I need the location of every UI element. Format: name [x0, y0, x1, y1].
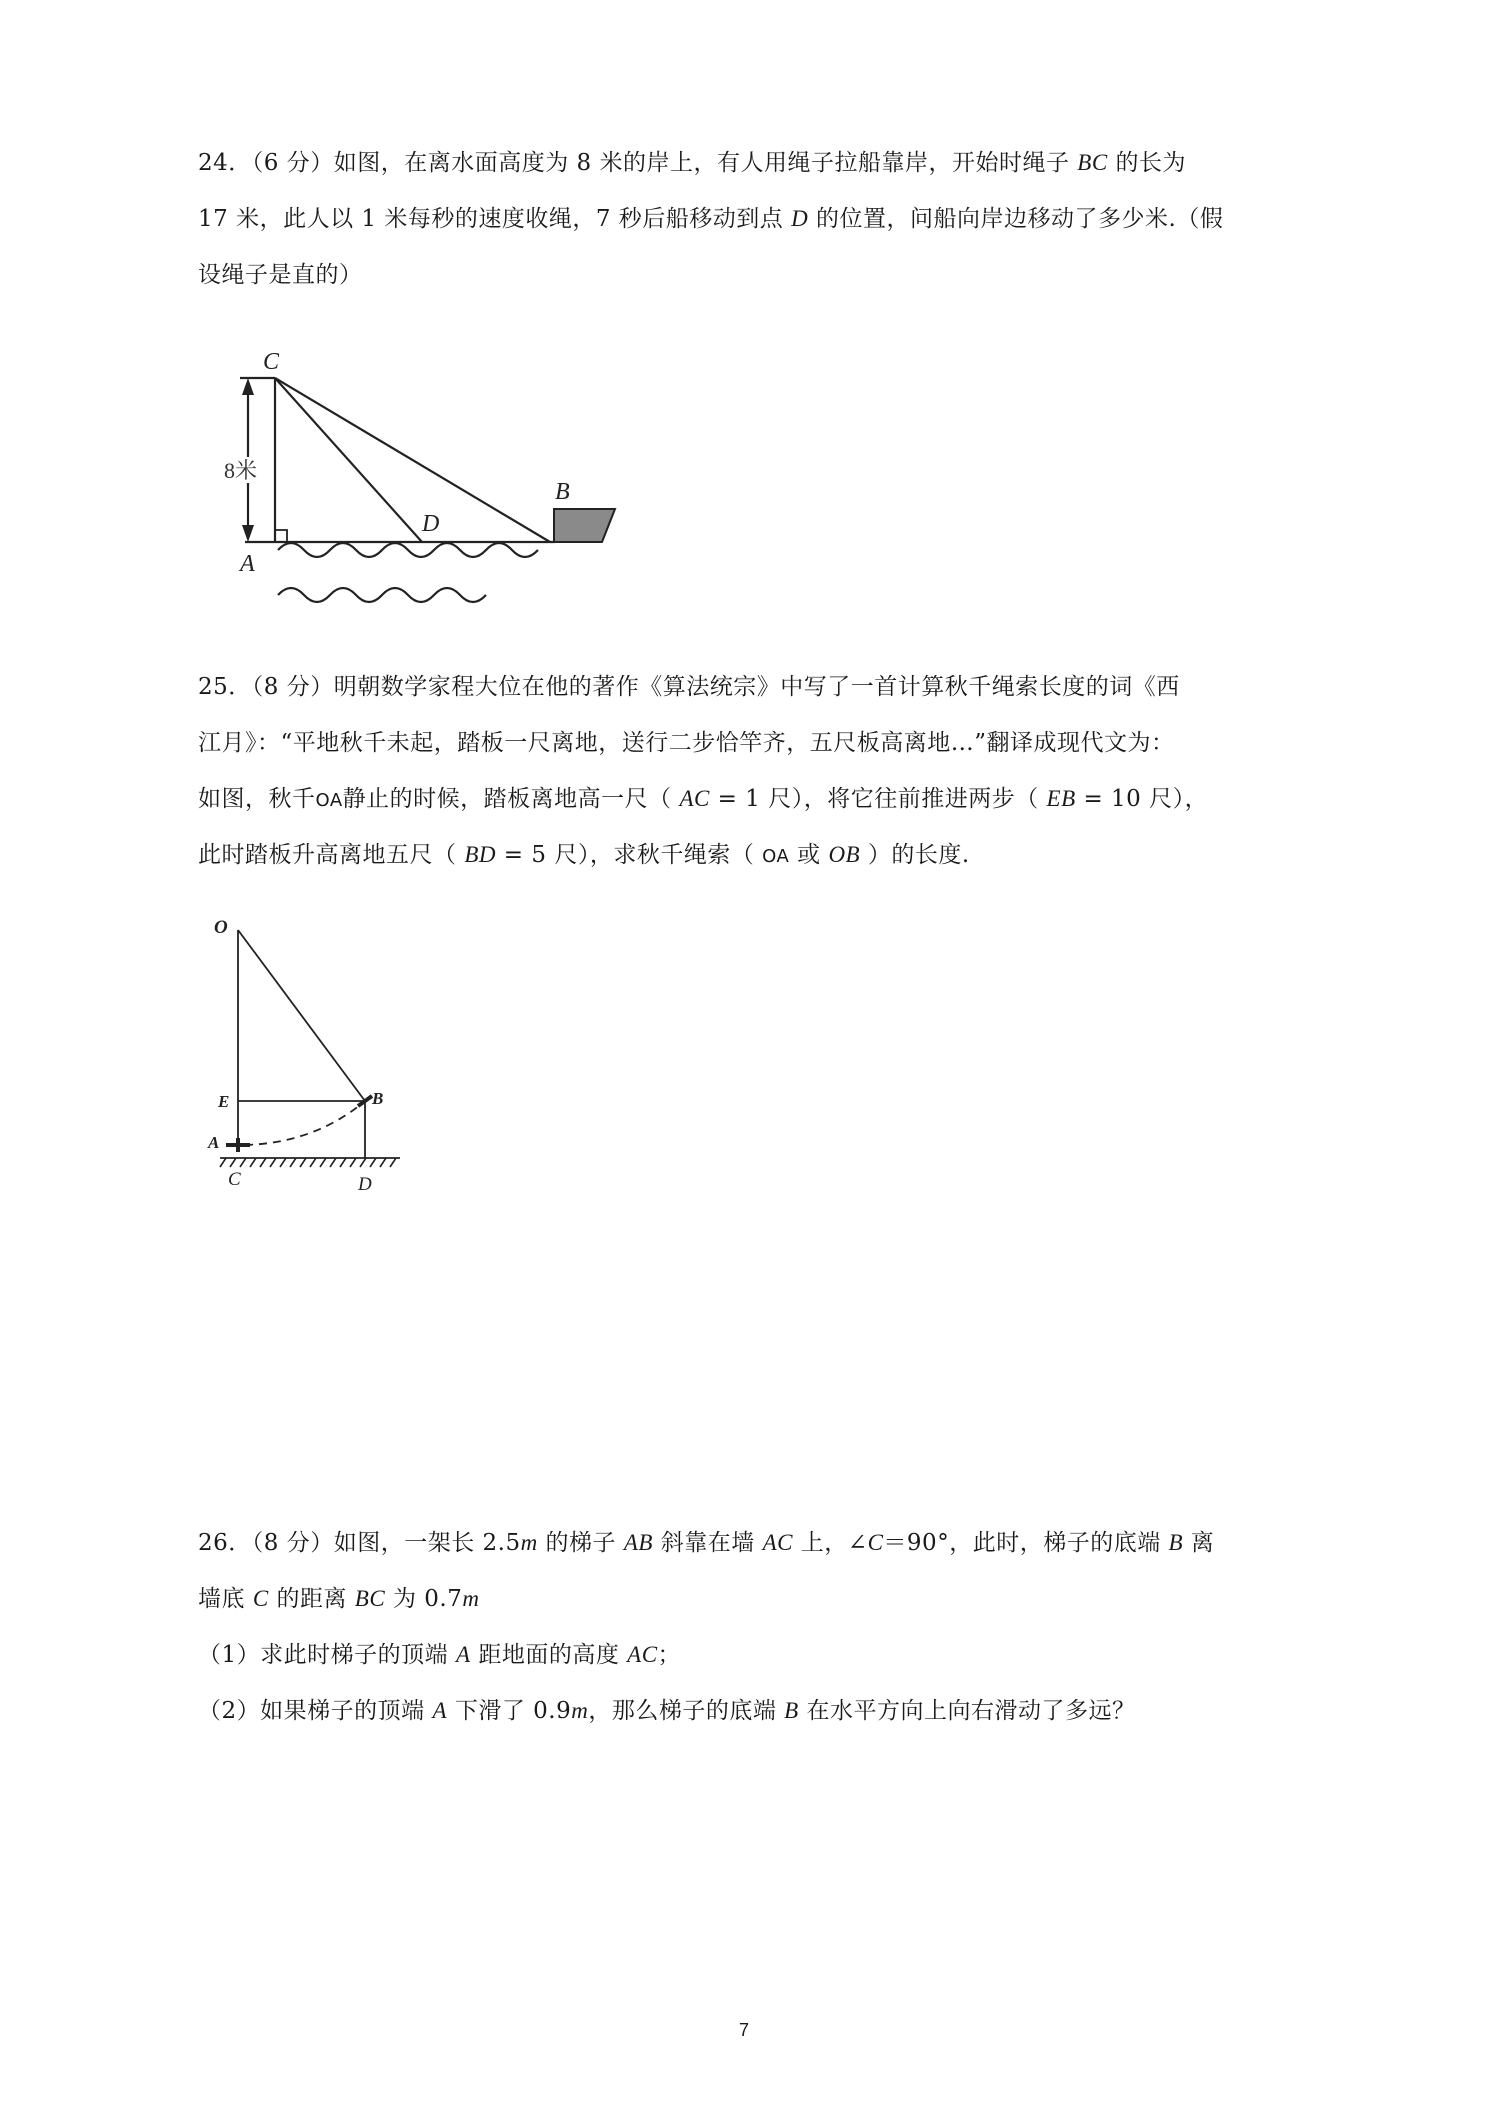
ground-hatch [220, 1158, 396, 1167]
q24-line-2: 17 米，此人以 1 米每秒的速度收绳，7 秒后船移动到点 D 的位置，问船向岸边移动了多少米.（假 [198, 206, 1224, 232]
rope-cb [275, 378, 550, 542]
boat [554, 509, 615, 542]
label-b: B [555, 479, 570, 505]
label-o: O [214, 917, 228, 938]
q24-line-3: 设绳子是直的） [198, 262, 363, 288]
label-d: D [422, 511, 440, 537]
right-angle-mark [275, 530, 287, 542]
q26-line-1: 26．（8 分）如图，一架长 2.5m 的梯子 AB 斜靠在墙 AC 上，∠C＝90°，此时，梯子的底端 B 离 [198, 1530, 1215, 1556]
q25-line-2: 江月》：“平地秋千未起，踏板一尺离地，送行二步恰竿齐，五尺板高离地…”翻译成现代文为： [198, 730, 1175, 756]
rope-cd [275, 378, 422, 542]
label-b: B [372, 1089, 384, 1108]
label-d: D [358, 1174, 372, 1195]
q26-part-2: （2）如果梯子的顶端 A 下滑了 0.9m，那么梯子的底端 B 在水平方向上向右滑动了多远？ [198, 1698, 1136, 1724]
label-c: C [263, 349, 280, 375]
label-c: C [228, 1169, 241, 1190]
rope-ob [238, 930, 365, 1101]
q24-figure-boat [210, 345, 630, 610]
label-a: A [208, 1133, 220, 1152]
label-e: E [218, 1092, 230, 1111]
swing-arc [245, 1101, 365, 1145]
wave-2 [278, 588, 486, 602]
dim-arrow-up [242, 378, 254, 395]
q25-line-3: 如图，秋千OA静止的时候，踏板离地高一尺（ AC = 1 尺），将它往前推进两步（ EB = 10 尺）， [198, 786, 1209, 812]
q26-part-1: （1）求此时梯子的顶端 A 距地面的高度 AC； [198, 1642, 682, 1668]
q24-line-1: 24．（6 分）如图，在离水面高度为 8 米的岸上，有人用绳子拉船靠岸，开始时绳子 BC 的长为 [198, 150, 1186, 176]
q25-line-1: 25．（8 分）明朝数学家程大位在他的著作《算法统宗》中写了一首计算秋千绳索长度的词《西 [198, 674, 1180, 700]
label-a: A [240, 551, 255, 577]
q25-figure-swing [200, 905, 420, 1205]
dim-arrow-down [242, 525, 254, 542]
q25-line-4: 此时踏板升高离地五尺（ BD = 5 尺），求秋千绳索（ OA 或 OB ）的长度. [198, 842, 970, 868]
label-height: 8米 [224, 458, 258, 483]
wave-1 [278, 543, 538, 557]
page-number: 7 [738, 2020, 749, 2040]
q26-line-2: 墙底 C 的距离 BC 为 0.7m [198, 1586, 480, 1612]
